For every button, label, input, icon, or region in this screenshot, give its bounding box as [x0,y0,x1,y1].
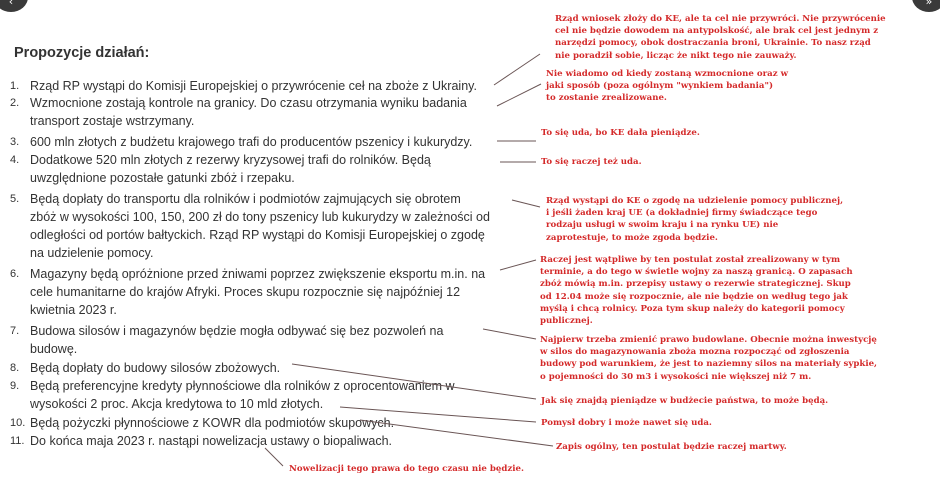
proposal-line: uwzględnione pozostałe gatunki zbóż i rzepaku. [30,171,295,185]
annotation-line: publicznej. [540,316,593,327]
annotation-note [546,195,843,244]
annotation-line: budowy pod warunkiem, że jest to naziemny silos na materiały sypkie, [540,359,878,370]
annotation-line: Rząd wniosek złoży do KE, ale ta cel nie przywróci. Nie przywrócenie [555,14,886,24]
annotation-line: Pomysł dobry i może nawet się uda. [541,418,712,428]
connector-line [500,260,536,270]
proposal-line: Będą preferencyjne kredyty płynnościowe dla rolników z oprocentowaniem w [30,379,455,393]
annotation-line: Zapis ogólny, ten postulat będzie raczej martwy. [556,442,787,452]
connector-line [483,329,536,339]
annotation-line: zaprotestuje, to może zgoda będzie. [546,232,718,243]
annotation-line: zbóż mówią m.in. przepisy ustawy o rezerwie strategicznej. Skup [540,279,851,290]
connector-line [494,54,540,85]
page-title: Propozycje działań: [14,45,150,61]
proposal-number: 11. [10,435,25,447]
annotation-line: od 12.04 może się rozpocznie, ale nie będzie on według tego jak [540,291,848,302]
proposal-line: na udzielenie pomocy. [30,246,154,260]
annotation-note [540,254,853,327]
annotation-line: Najpierw trzeba zmienić prawo budowlane. Obecnie można inwestycję [540,335,877,345]
annotation-note [541,156,642,168]
annotation-line: Jak się znajdą pieniądze w budżecie państwa, to może będą. [541,396,829,406]
annotation-line: jaki sposób (poza ogólnym "wynkiem badania") [546,81,774,92]
proposal-number: 7. [10,325,20,337]
annotation-line: cel nie będzie dowodem na antypolskość, ale brak cel jest jednym z [555,26,879,37]
annotation-line: myślą i chcą rolnicy. Poza tym skup należy do kategorii pomocy [540,303,845,314]
proposal-line: Dodatkowe 520 mln złotych z rezerwy kryzysowej trafi do rolników. Będą [30,153,431,167]
proposal-number: 4. [10,154,20,166]
proposal-line: Będą dopłaty do transportu dla rolników i podmiotów zajmujących się obrotem [30,192,461,206]
connector-line [292,364,536,399]
proposal-line: 600 mln złotych z budżetu krajowego trafi do producentów pszenicy i kukurydzy. [30,135,473,149]
annotation-line: narzędzi pomocy, obok dostraczania broni, Ukrainie. To nasz rząd [555,38,871,49]
annotation-line: To się raczej też uda. [541,157,642,167]
annotation-note [541,395,828,407]
annotation-line: o pojemności do 30 m3 i wysokości nie większej niż 7 m. [540,371,812,382]
proposal-number: 2. [10,97,20,109]
proposal-line: transport zostaje wstrzymany. [30,114,195,128]
annotation-line: To się uda, bo KE dała pieniądze. [541,128,700,138]
proposal-number: 3. [10,136,20,148]
connector-line [497,84,541,106]
proposal-number: 6. [10,268,20,280]
annotation-note [541,127,700,139]
proposal-line: zbóż w wysokości 100, 150, 200 zł do tony pszenicy lub kukurydzy w zależności od [30,210,490,224]
connector-line [340,407,536,422]
proposal-number: 1. [10,80,20,92]
annotation-note [546,68,788,105]
proposal-number: 9. [10,380,20,392]
proposal-line: kwietnia 2023 r. [30,303,117,317]
proposal-line: Magazyny będą opróżnione przed żniwami poprzez zwiększenie eksportu m.in. na [30,267,486,281]
annotation-note [555,13,886,62]
annotation-line: Rząd wystąpi do KE o zgodę na udzielenie pomocy publicznej, [546,196,844,206]
proposal-line: Budowa silosów i magazynów będzie mogła odbywać się bez pozwoleń na [30,324,444,338]
annotation-line: Nowelizacji tego prawa do tego czasu nie będzie. [289,464,524,474]
annotation-note [289,463,524,475]
proposal-line: Będą dopłaty do budowy silosów zbożowych. [30,361,281,375]
proposal-line: Do końca maja 2023 r. nastąpi nowelizacja ustawy o biopaliwach. [30,434,393,448]
annotation-line: to zostanie zrealizowane. [546,93,667,104]
proposal-line: odległości od portów bałtyckich. Rząd RP wystąpi do Komisji Europejskiej o zgodę [30,228,485,242]
connector-line [512,200,540,207]
annotation-note [541,417,712,429]
proposal-line: cele humanitarne do krajów Afryki. Proces skupu rozpocznie się najpóźniej 12 [30,285,461,299]
annotation-note [556,441,787,453]
proposal-line: wysokości 2 proc. Akcja kredytowa to 10 mld złotych. [30,397,324,411]
annotation-line: terminie, a do tego w świetle wojny za naszą granicą. O zapasach [540,267,853,278]
annotation-line: Raczej jest wątpliwe by ten postulat został zrealizowany w tym [540,255,841,265]
proposal-line: Wzmocnione zostają kontrole na granicy. Do czasu otrzymania wyniku badania [30,96,467,110]
chevron-right-icon: » [925,0,933,8]
annotation-line: nie poradził sobie, licząc że nikt tego nie zauważy. [555,50,797,61]
connector-line [265,448,283,466]
proposal-line: budowę. [30,342,78,356]
annotation-note [540,334,877,383]
connector-line [360,420,553,446]
chevron-left-icon: ‹ [8,0,14,8]
proposal-line: Rząd RP wystąpi do Komisji Europejskiej o przywrócenie ceł na zboże z Ukrainy. [30,79,477,93]
annotation-line: Nie wiadomo od kiedy zostaną wzmocnione oraz w [546,69,788,79]
annotation-line: i jeśli żaden kraj UE (a dokładniej firmy świadczące tego [546,208,818,219]
proposal-number: 8. [10,362,20,374]
annotation-line: w silos do magazynowania zboża mozna rozpocząć od zgłoszenia [540,347,850,358]
proposal-number: 5. [10,193,20,205]
proposal-number: 10. [10,417,26,429]
annotation-line: rodzaju usługi w swoim kraju i na rynku UE) nie [546,220,779,231]
proposal-line: Będą pożyczki płynnościowe z KOWR dla podmiotów skupowych. [30,416,395,430]
